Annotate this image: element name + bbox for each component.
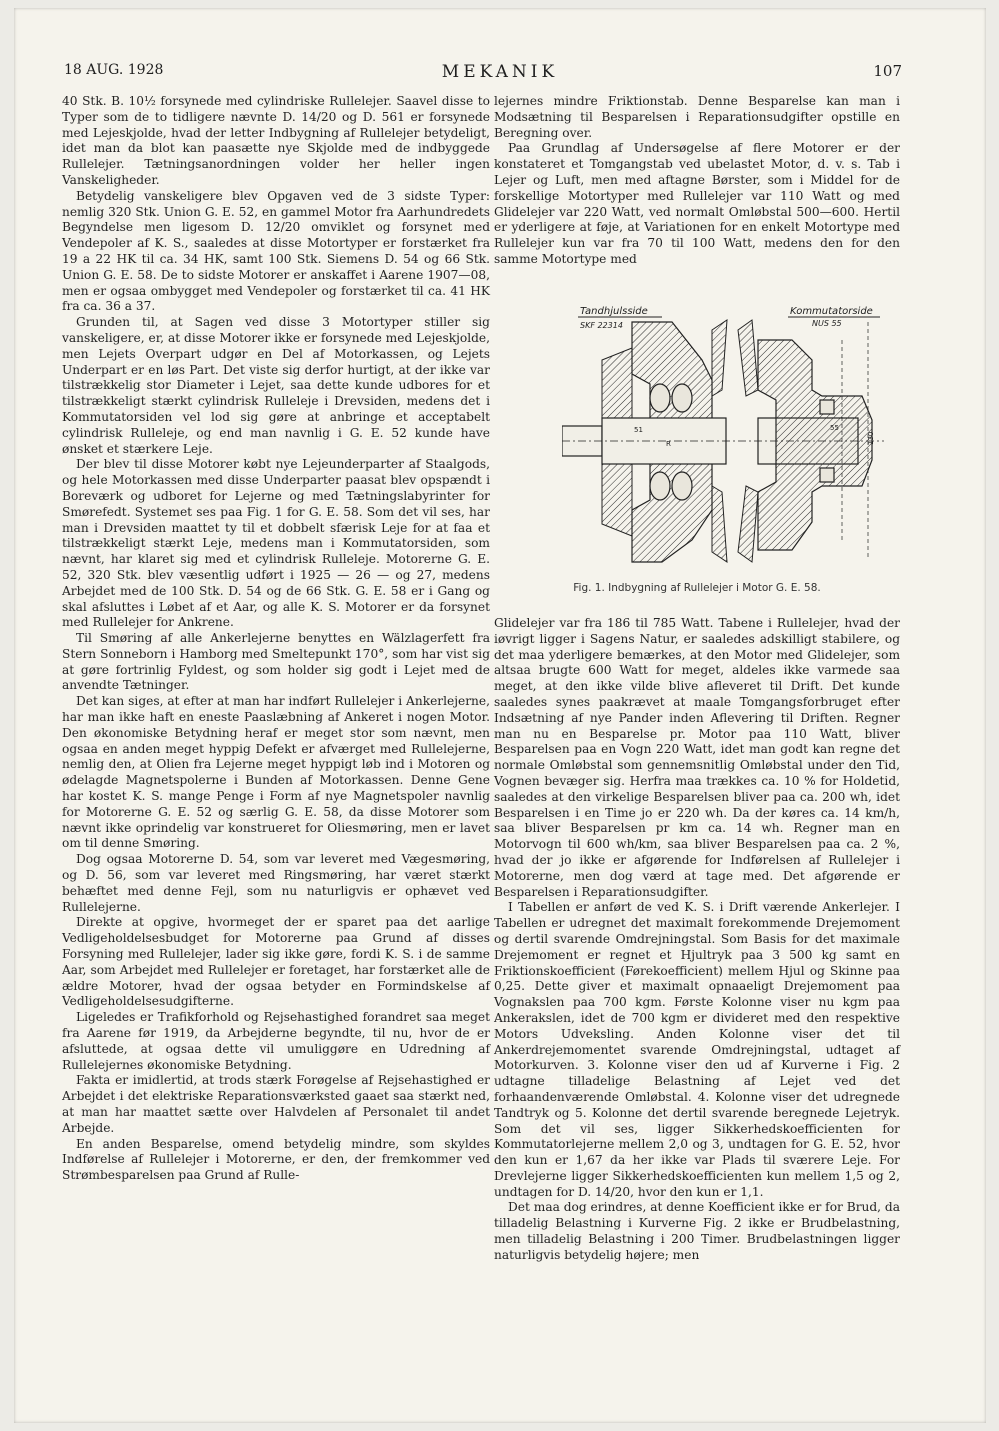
dim-label: 51: [634, 426, 643, 434]
bearing-drawing: [562, 300, 884, 572]
right-column-bottom: [494, 616, 900, 1264]
figure-caption: Fig. 1. Indbygning af Rullelejer i Motor G. E. 58.: [573, 582, 821, 594]
right-column-top: [494, 94, 900, 268]
bearing-drawing-svg: [562, 300, 884, 572]
magazine-title: MEKANIK: [441, 62, 559, 82]
cyl-roller: [820, 400, 834, 414]
dim-label: 55: [830, 424, 839, 432]
fan-blade: [738, 320, 758, 396]
dim-label: 130: [867, 431, 875, 445]
label-skf: SKF 22314: [580, 321, 623, 330]
label-nus: NUS 55: [812, 319, 842, 328]
roller: [650, 384, 670, 412]
paragraph: Der blev til disse Motorer købt nye Lejeunderparter af Staalgods, og hele Motorkassen med disse Underparter paasat blev opspændt i Boreværk og udboret for Lejerne og med Tætningslabyrinter for Smørefedt. Systemet ses paa Fig. 1 for G. E. 58. Som det vil ses, har man i Drevsiden maattet ty til et dobbelt sfærisk Leje for at faa et tilstrækkeligt stærkt Leje, medens man i Kommutatorsiden, som nævnt, har klaret sig med et cylindrisk Rulleleje. Motorerne G. E. 52, 320 Stk. blev væsentlig udført i 1925 — 26 — og 27, medens Arbejdet med de 100 Stk. D. 54 og de 66 Stk. G. E. 58 er i Gang og skal afsluttes i Løbet af et Aar, og alle K. S. Motorer er da forsynet med Rullelejer for Ankrene.: [62, 457, 490, 630]
paragraph: Grunden til, at Sagen ved disse 3 Motortyper stiller sig vanskeligere, er, at disse Motorer ikke er forsynede med Lejeskjolde, men Lejets Overpart udgør en Del af Motorkassen, og Lejets Underpart er en løs Part. Det viste sig derfor hurtigt, at der ikke var tilstrækkelig stor Diameter i Lejet, saa dette kunde udbores for et tilstrækkeligt stærkt cylindrisk Rulleleje i Drevsiden, medens det i Kommutatorsiden vel lod sig gøre at anbringe et acceptabelt cylindrisk Rulleleje, og end man navnlig i G. E. 52 kunde have ønsket et stærkere Leje.: [62, 315, 490, 456]
issue-date: 18 AUG. 1928: [64, 62, 164, 78]
label-gear-side: Tandhjulsside: [580, 306, 648, 317]
paragraph: Til Smøring af alle Ankerlejerne benyttes en Wälzlagerfett fra Stern Sonneborn i Hamborg med Smeltepunkt 170°, som har vist sig at gøre fortrinlig Fyldest, og som holder sig godt i Lejet med de anvendte Tætninger.: [62, 631, 490, 693]
label-commutator-side: Kommutatorside: [790, 306, 873, 317]
paragraph: Direkte at opgive, hvormeget der er sparet paa det aarlige Vedligeholdelsesbudget for Motorerne paa Grund af disses Forsyning med Rullelejer, lader sig ikke gøre, fordi K. S. i de samme Aar, som Arbejdet med Rullelejer er foretaget, har forstærket alle de ældre Motorer, hvad der ogsaa betyder en Formindskelse af Vedligeholdelsesudgifterne.: [62, 915, 490, 1009]
page-header: [14, 62, 986, 92]
fan-blade: [712, 320, 727, 396]
paragraph: Fakta er imidlertid, at trods stærk Forøgelse af Rejsehastighed er Arbejdet i det elektriske Reparationsværksted gaaet saa stærkt ned, at man har maattet sætte over Halvdelen af Personalet til andet Arbejde.: [62, 1073, 490, 1135]
page: [14, 8, 986, 1423]
roller: [672, 384, 692, 412]
paragraph: En anden Besparelse, omend betydelig mindre, som skyldes Indførelse af Rullelejer i Motorerne, er den, der fremkommer ved Strømbesparelsen paa Grund af Rulle-: [62, 1136, 490, 1183]
paragraph: Det kan siges, at efter at man har indført Rullelejer i Ankerlejerne, har man ikke haft en eneste Paaslæbning af Ankeret i nogen Motor. Den økonomiske Betydning heraf er meget stor som nævnt, men ogsaa en anden meget hyppig Defekt er afværget med Rullelejerne, nemlig den, at Olien fra Lejerne meget hyppigt løb ind i Motoren og ødelagde Magnetspolerne i Bunden af Motorkassen. Denne Gene har kostet K. S. mange Penge i Form af nye Magnetspoler navnlig for Motorerne G. E. 52 og særlig G. E. 58, da disse Motorer som nævnt ikke oprindelig var konstrueret for Oliesmøring, men er lavet om til denne Smøring.: [62, 694, 490, 851]
page-number: 107: [873, 62, 902, 80]
paragraph: Det maa dog erindres, at denne Koefficient ikke er for Brud, da tilladelig Belastning i Kurverne Fig. 2 ikke er Brudbelastning, men tilladelig Belastning i 200 Timer. Brudbelastningen ligger naturligvis betydelig højere; men: [494, 1200, 900, 1262]
paragraph: Glidelejer var fra 186 til 785 Watt. Tabene i Rullelejer, hvad der iøvrigt ligger i Sagens Natur, er saaledes adskilligt stabilere, og det maa yderligere bemærkes, at den Motor med Glidelejer, som altsaa brugte 600 Watt for meget, aldeles ikke varmede saa meget, at den ikke vilde blive afleveret til Drift. Det kunde saaledes synes paakrævet at maale Tomgangsforbruget efter Indsætning af nye Pander inden Aflevering til Driften. Regner man nu en Besparelse pr. Motor paa 110 Watt, bliver Besparelsen paa en Vogn 220 Watt, idet man godt kan regne det normale Omløbstal som gennemsnitlig Omløbstal under den Tid, Vognen bevæger sig. Herfra maa trækkes ca. 10 % for Holdetid, saaledes at den virkelige Besparelsen bliver paa ca. 200 wh, idet Besparelsen i en Time jo er 220 wh. Da der køres ca. 14 km/h, saa bliver Besparelsen pr km ca. 14 wh. Regner man en Motorvogn til 600 wh/km, saa bliver Besparelsen paa ca. 2 %, hvad der jo ikke er afgørende for Indførelsen af Rullelejer i Motorerne, men dog værd at tage med. Det afgørende er Besparelsen i Reparationsudgifter.: [494, 616, 900, 899]
paragraph: I Tabellen er anført de ved K. S. i Drift værende Ankerlejer. I Tabellen er udregnet det maximalt forekommende Drejemoment og dertil svarende Omdrejningstal. Som Basis for det maximale Drejemoment er regnet et Hjultryk paa 3 500 kg samt en Friktionskoefficient (Førekoefficient) mellem Hjul og Skinne paa 0,25. Dette giver et maximalt opnaaeligt Drejemoment paa Vognakslen paa 700 kgm. Første Kolonne viser nu kgm paa Ankerakslen, idet de 700 kgm er divideret med den respektive Motors Udveksling. Anden Kolonne viser det til Ankerdrejemomentet svarende Omdrejningstal, udtaget af Motorkurven. 3. Kolonne viser den ud af Kurverne i Fig. 2 udtagne tilladelige Belastning af Lejet ved det forhaandenværende Omløbstal. 4. Kolonne viser det udregnede Tandtryk og 5. Kolonne det dertil svarende beregnede Lejetryk. Som det vil ses, ligger Sikkerhedskoefficienten for Kommutatorlejerne mellem 2,0 og 3, undtagen for G. E. 52, hvor den kun er 1,67 da her ikke var Plads til sværere Leje. For Drevlejerne ligger Sikkerhedskoefficienten kun mellem 1,5 og 2, undtagen for D. 14/20, hvor den kun er 1,1.: [494, 900, 900, 1199]
paragraph: Betydelig vanskeligere blev Opgaven ved de 3 sidste Typer: nemlig 320 Stk. Union G. E. 52, en gammel Motor fra Aarhundredets Begyndelse men ligesom D. 12/20 omviklet og forsynet med Vendepoler af K. S., saaledes at disse Motortyper er forstærket fra 19 a 22 HK til ca. 34 HK, samt 100 Stk. Siemens D. 54 og 66 Stk. Union G. E. 58. De to sidste Motorer er anskaffet i Aarene 1907—08, men er ogsaa ombygget med Vendepoler og forstærket til ca. 41 HK fra ca. 36 a 37.: [62, 188, 490, 314]
paragraph: Ligeledes er Trafikforhold og Rejsehastighed forandret saa meget fra Aarene før 1919, da Arbejderne begyndte, til nu, hvor de er afsluttede, at ogsaa dette vil umuliggøre en Udredning af Rullelejernes økonomiske Betydning.: [62, 1010, 490, 1072]
cyl-roller: [820, 468, 834, 482]
fan-blade: [738, 486, 758, 562]
roller: [650, 472, 670, 500]
paragraph: Paa Grundlag af Undersøgelse af flere Motorer er der konstateret et Tomgangstab ved ubelastet Motor, d. v. s. Tab i Lejer og Luft, men med aftagne Børster, som i Middel for de forskellige Motortyper med Rullelejer var 110 Watt og med Glidelejer var 220 Watt, ved normalt Omløbstal 500—600. Hertil er yderligere at føje, at Variationen for en enkelt Motortype med Rullelejer kun var fra 70 til 100 Watt, medens den for den samme Motortype med: [494, 141, 900, 266]
paragraph: lejernes mindre Friktionstab. Denne Besparelse kan man i Modsætning til Besparelsen i Reparationsudgifter opstille en Beregning over.: [494, 94, 900, 140]
paragraph: 40 Stk. B. 10½ forsynede med cylindriske Rullelejer. Saavel disse to Typer som de to tidligere nævnte D. 14/20 og D. 561 er forsynede med Lejeskjolde, hvad der letter Indbygning af Rullelejer betydeligt, idet man da blot kan paasætte nye Skjolde med de indbyggede Rullelejer. Tætningsanordningen volder her heller ingen Vanskeligheder.: [62, 94, 490, 187]
paragraph: Dog ogsaa Motorerne D. 54, som var leveret med Vægesmøring, og D. 56, som var leveret med Ringsmøring, har været stærkt behæftet med denne Fejl, som nu naturligvis er ophævet ved Rullelejerne.: [62, 852, 490, 914]
dim-label: R: [666, 440, 671, 448]
left-column: [62, 94, 490, 1184]
roller: [672, 472, 692, 500]
fan-blade: [712, 486, 727, 562]
